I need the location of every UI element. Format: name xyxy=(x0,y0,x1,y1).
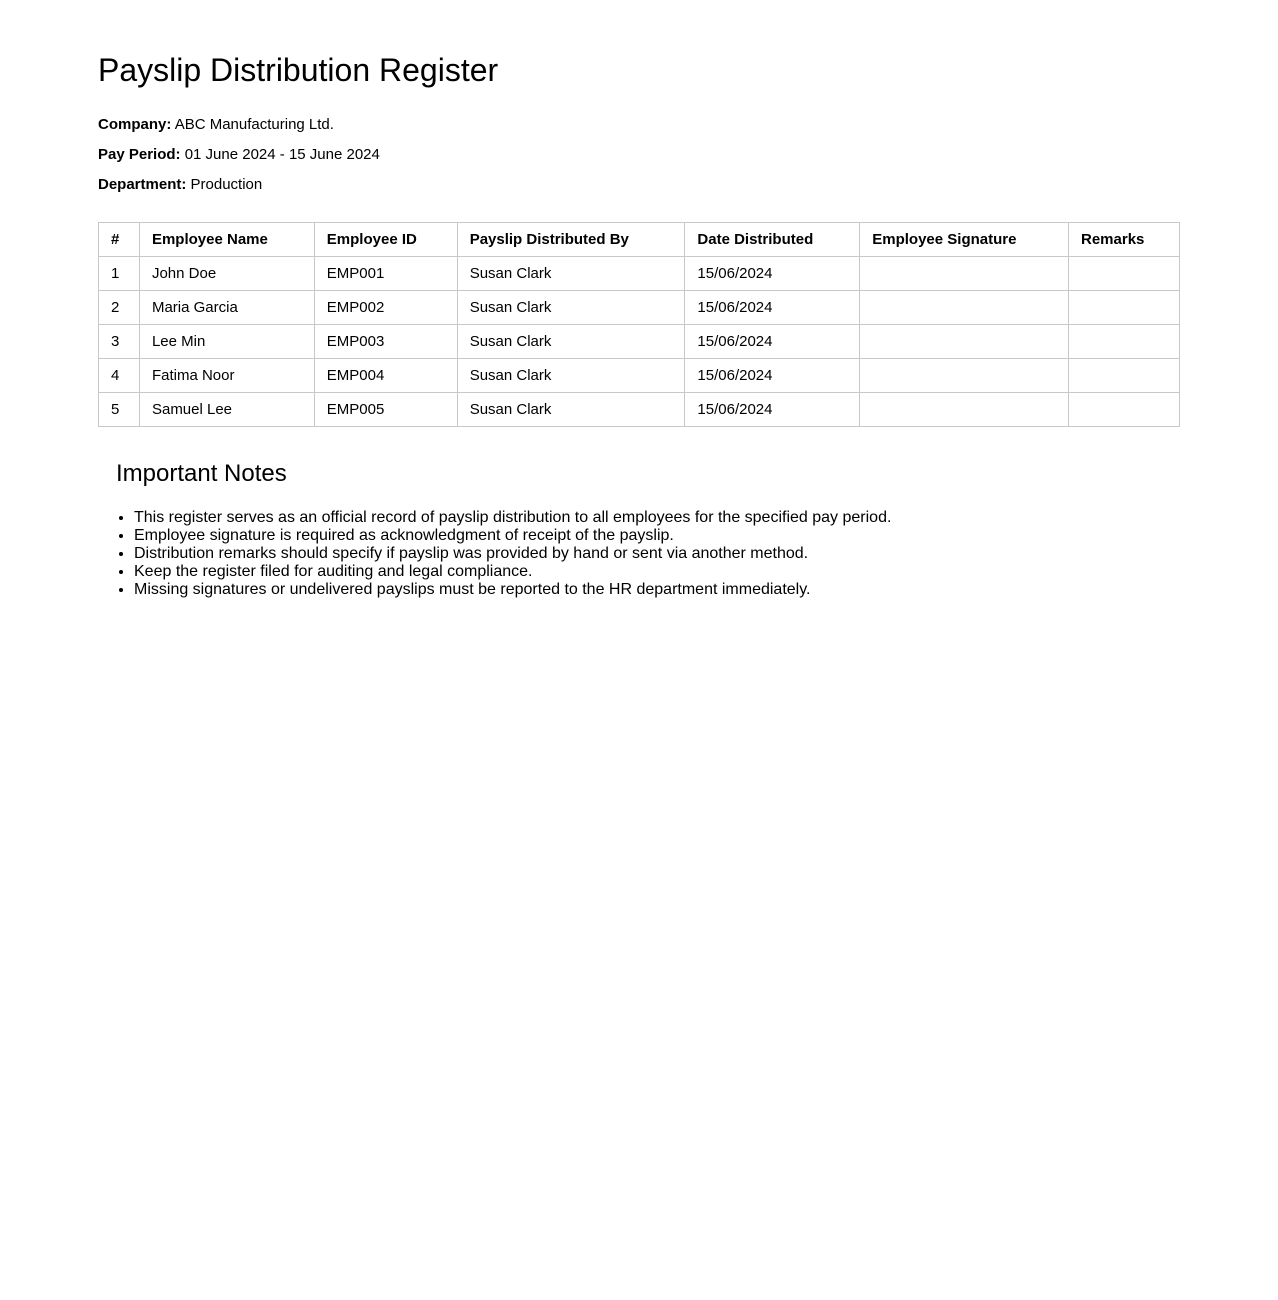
pay-period-label: Pay Period: xyxy=(98,146,181,163)
cell-employee-name: John Doe xyxy=(139,257,314,291)
cell-date-distributed: 15/06/2024 xyxy=(685,291,860,325)
cell-number: 2 xyxy=(99,291,140,325)
cell-employee-id: EMP003 xyxy=(314,325,457,359)
cell-employee-name: Fatima Noor xyxy=(139,359,314,393)
cell-number: 4 xyxy=(99,359,140,393)
cell-employee-name: Samuel Lee xyxy=(139,393,314,427)
cell-number: 5 xyxy=(99,393,140,427)
notes-list xyxy=(116,509,1180,599)
cell-distributed-by: Susan Clark xyxy=(457,291,685,325)
pay-period-value: 01 June 2024 - 15 June 2024 xyxy=(184,146,380,163)
pay-period-line xyxy=(98,146,1180,164)
department-value: Production xyxy=(190,176,263,193)
column-header-number: # xyxy=(99,223,140,257)
distribution-table xyxy=(98,222,1180,427)
cell-date-distributed: 15/06/2024 xyxy=(685,393,860,427)
document-page xyxy=(0,0,1278,599)
notes-heading: Important Notes xyxy=(116,460,287,487)
cell-employee-signature[interactable] xyxy=(860,325,1069,359)
column-header-employee-name: Employee Name xyxy=(139,223,314,257)
list-item: • Employee signature is required as acknowledgment of receipt of the payslip. xyxy=(134,527,1180,545)
cell-employee-name: Maria Garcia xyxy=(139,291,314,325)
column-header-remarks: Remarks xyxy=(1069,223,1180,257)
column-header-date-distributed: Date Distributed xyxy=(685,223,860,257)
list-item: • Distribution remarks should specify if payslip was provided by hand or sent via another method. xyxy=(134,545,1180,563)
table-row xyxy=(99,359,1180,393)
department-line xyxy=(98,176,1180,194)
cell-remarks[interactable] xyxy=(1069,359,1180,393)
cell-employee-id: EMP005 xyxy=(314,393,457,427)
column-header-employee-signature: Employee Signature xyxy=(860,223,1069,257)
table-row xyxy=(99,291,1180,325)
table-row xyxy=(99,325,1180,359)
cell-employee-signature[interactable] xyxy=(860,359,1069,393)
cell-employee-signature[interactable] xyxy=(860,257,1069,291)
company-value: ABC Manufacturing Ltd. xyxy=(174,116,334,133)
column-header-distributed-by: Payslip Distributed By xyxy=(457,223,685,257)
cell-remarks[interactable] xyxy=(1069,393,1180,427)
cell-number: 1 xyxy=(99,257,140,291)
list-item: • Keep the register filed for auditing and legal compliance. xyxy=(134,563,1180,581)
department-label: Department: xyxy=(98,176,187,193)
table-row xyxy=(99,257,1180,291)
cell-distributed-by: Susan Clark xyxy=(457,257,685,291)
cell-employee-name: Lee Min xyxy=(139,325,314,359)
column-header-employee-id: Employee ID xyxy=(314,223,457,257)
cell-employee-signature[interactable] xyxy=(860,393,1069,427)
table-header-row xyxy=(99,223,1180,257)
cell-employee-id: EMP001 xyxy=(314,257,457,291)
cell-employee-id: EMP004 xyxy=(314,359,457,393)
important-notes-section xyxy=(98,459,1180,599)
list-item: • Missing signatures or undelivered payslips must be reported to the HR department immediately. xyxy=(134,581,1180,599)
cell-date-distributed: 15/06/2024 xyxy=(685,359,860,393)
cell-number: 3 xyxy=(99,325,140,359)
cell-remarks[interactable] xyxy=(1069,257,1180,291)
page-title: Payslip Distribution Register xyxy=(98,52,499,88)
document-meta xyxy=(98,116,1180,194)
cell-date-distributed: 15/06/2024 xyxy=(685,257,860,291)
cell-date-distributed: 15/06/2024 xyxy=(685,325,860,359)
table-row xyxy=(99,393,1180,427)
cell-remarks[interactable] xyxy=(1069,291,1180,325)
cell-distributed-by: Susan Clark xyxy=(457,359,685,393)
cell-employee-signature[interactable] xyxy=(860,291,1069,325)
company-line xyxy=(98,116,1180,134)
company-label: Company: xyxy=(98,116,172,133)
cell-remarks[interactable] xyxy=(1069,325,1180,359)
cell-employee-id: EMP002 xyxy=(314,291,457,325)
cell-distributed-by: Susan Clark xyxy=(457,325,685,359)
list-item: • This register serves as an official record of payslip distribution to all employees for the specified pay period. xyxy=(134,509,1180,527)
cell-distributed-by: Susan Clark xyxy=(457,393,685,427)
